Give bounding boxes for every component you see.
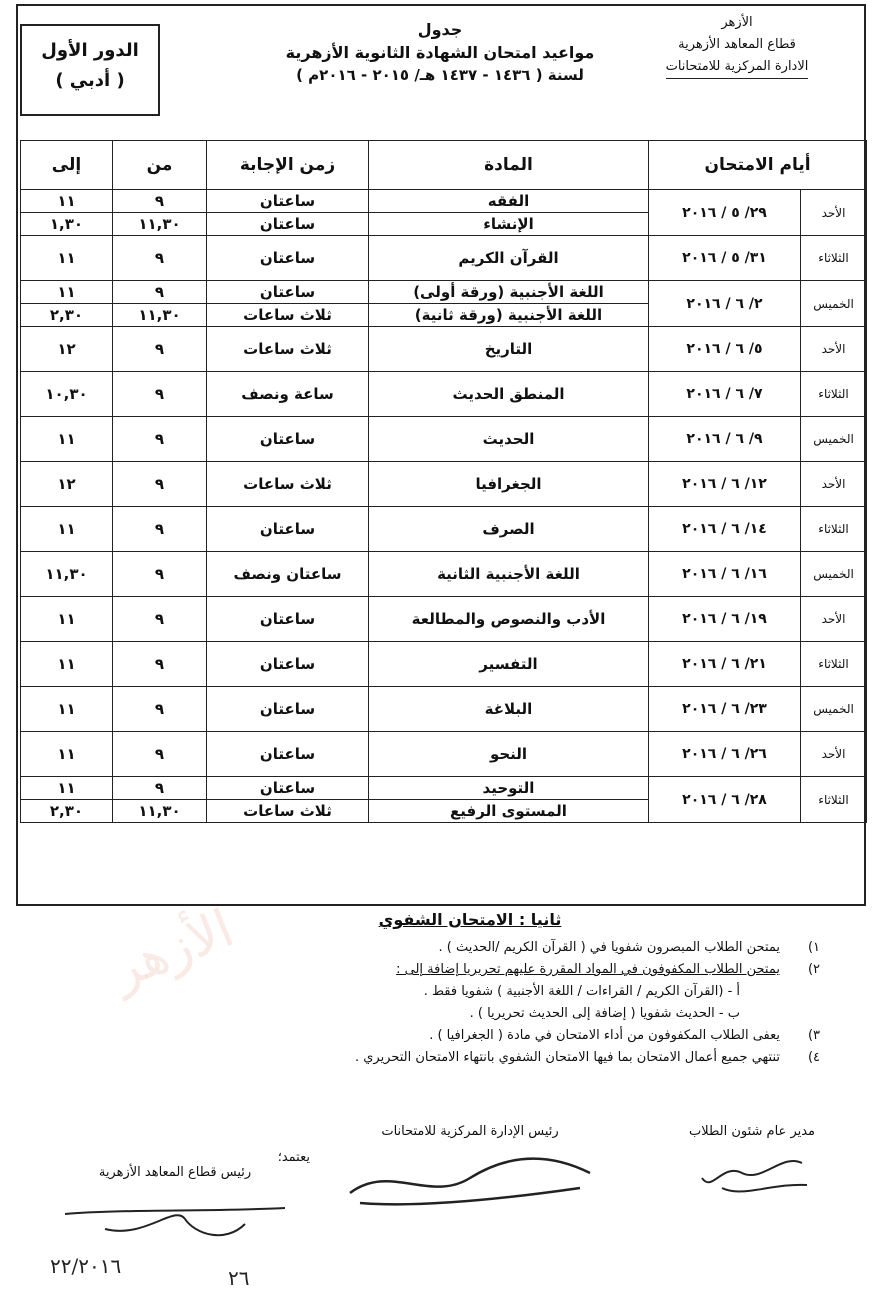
signature-central-admin: [320, 1124, 620, 1213]
day-cell: الثلاثاء: [801, 507, 867, 552]
table-row: [21, 597, 867, 642]
note-2a-text: أ - (القرآن الكريم / القراءات / اللغة الأجنبية ) شفويا فقط .: [423, 984, 740, 999]
table-row: [21, 462, 867, 507]
note-2-text: يمتحن الطلاب المكفوفون في المواد المقررة عليهم تحريريا إضافة إلى :: [396, 962, 780, 977]
date-cell: ١٤/ ٦ / ٢٠١٦: [649, 507, 801, 552]
day-cell: الخميس: [801, 552, 867, 597]
org-header: [632, 12, 842, 79]
date-cell: ١٩/ ٦ / ٢٠١٦: [649, 597, 801, 642]
from-cell: ٩: [113, 417, 207, 462]
to-cell: ١١: [21, 597, 113, 642]
signature-students-director: [662, 1124, 842, 1203]
date-cell: ٥/ ٦ / ٢٠١٦: [649, 327, 801, 372]
table-row: [21, 417, 867, 462]
to-cell: ٢,٣٠: [21, 800, 113, 823]
table-body: [21, 190, 867, 823]
subject-cell: الصرف: [369, 507, 649, 552]
duration-cell: ثلاث ساعات: [207, 800, 369, 823]
to-cell: ١١,٣٠: [21, 552, 113, 597]
org-line-3: الادارة المركزية للامتحانات: [666, 56, 809, 79]
subject-cell: القرآن الكريم: [369, 236, 649, 281]
duration-cell: ساعتان: [207, 417, 369, 462]
handwritten-signature-3: [45, 1184, 305, 1244]
round-box: [20, 24, 160, 116]
date-cell: ٢٣/ ٦ / ٢٠١٦: [649, 687, 801, 732]
header-days: أيام الامتحان: [649, 141, 867, 190]
header-subject: المادة: [369, 141, 649, 190]
duration-cell: ساعتان: [207, 597, 369, 642]
to-cell: ١١: [21, 236, 113, 281]
handwritten-signature-2: [330, 1143, 610, 1213]
day-cell: الثلاثاء: [801, 777, 867, 823]
title-line-2: مواعيد امتحان الشهادة الثانوية الأزهرية: [285, 43, 595, 62]
from-cell: ٩: [113, 462, 207, 507]
table-row: [21, 777, 867, 800]
note-2a: [120, 981, 820, 1003]
duration-cell: ساعتان: [207, 642, 369, 687]
from-cell: ١١,٣٠: [113, 304, 207, 327]
subject-cell: اللغة الأجنبية (ورقة أولى): [369, 281, 649, 304]
duration-cell: ساعتان: [207, 281, 369, 304]
handwritten-signature-1: [682, 1143, 822, 1203]
subject-cell: المنطق الحديث: [369, 372, 649, 417]
subject-cell: التوحيد: [369, 777, 649, 800]
day-cell: الثلاثاء: [801, 372, 867, 417]
date-cell: ٣١/ ٥ / ٢٠١٦: [649, 236, 801, 281]
date-cell: ٢/ ٦ / ٢٠١٦: [649, 281, 801, 327]
duration-cell: ساعتان: [207, 213, 369, 236]
subject-cell: التاريخ: [369, 327, 649, 372]
table-row: [21, 552, 867, 597]
to-cell: ١,٣٠: [21, 213, 113, 236]
approver-title: رئيس قطاع المعاهد الأزهرية: [98, 1165, 252, 1180]
duration-cell: ساعتان ونصف: [207, 552, 369, 597]
to-cell: ١١: [21, 642, 113, 687]
to-cell: ١١: [21, 281, 113, 304]
date-cell: ٢٦/ ٦ / ٢٠١٦: [649, 732, 801, 777]
from-cell: ٩: [113, 327, 207, 372]
to-cell: ١٢: [21, 327, 113, 372]
from-cell: ٩: [113, 687, 207, 732]
students-director-title: مدير عام شئون الطلاب: [688, 1124, 816, 1139]
header-duration: زمن الإجابة: [207, 141, 369, 190]
watermark: الأزهر: [103, 898, 243, 1002]
org-line-1: الأزهر: [721, 15, 753, 30]
subject-cell: الجغرافيا: [369, 462, 649, 507]
duration-cell: ثلاث ساعات: [207, 304, 369, 327]
day-cell: الأحد: [801, 190, 867, 236]
day-cell: الأحد: [801, 327, 867, 372]
track-label: ( أدبي ): [55, 70, 125, 91]
to-cell: ١١: [21, 777, 113, 800]
subject-cell: الأدب والنصوص والمطالعة: [369, 597, 649, 642]
subject-cell: اللغة الأجنبية (ورقة ثانية): [369, 304, 649, 327]
subject-cell: الإنشاء: [369, 213, 649, 236]
note-2: [120, 959, 820, 981]
duration-cell: ساعتان: [207, 236, 369, 281]
date-cell: ٩/ ٦ / ٢٠١٦: [649, 417, 801, 462]
duration-cell: ساعتان: [207, 732, 369, 777]
date-cell: ٢٨/ ٦ / ٢٠١٦: [649, 777, 801, 823]
date-cell: ٢٩/ ٥ / ٢٠١٦: [649, 190, 801, 236]
note-4-number: ٤): [807, 1050, 820, 1065]
day-cell: الأحد: [801, 462, 867, 507]
note-1-number: ١): [807, 940, 820, 955]
to-cell: ١١: [21, 417, 113, 462]
notes-title: ثانيا : الامتحان الشفوي: [378, 910, 562, 929]
header-to: إلى: [21, 141, 113, 190]
from-cell: ٩: [113, 236, 207, 281]
from-cell: ٩: [113, 372, 207, 417]
subject-cell: الفقه: [369, 190, 649, 213]
duration-cell: ساعتان: [207, 687, 369, 732]
day-cell: الثلاثاء: [801, 642, 867, 687]
day-cell: الأحد: [801, 597, 867, 642]
to-cell: ١٢: [21, 462, 113, 507]
from-cell: ١١,٣٠: [113, 213, 207, 236]
schedule-table: [20, 140, 867, 823]
duration-cell: ثلاث ساعات: [207, 462, 369, 507]
to-cell: ٢,٣٠: [21, 304, 113, 327]
day-cell: الثلاثاء: [801, 236, 867, 281]
note-2b-text: ب - الحديث شفويا ( إضافة إلى الحديث تحريريا ) .: [469, 1006, 740, 1021]
duration-cell: ساعة ونصف: [207, 372, 369, 417]
subject-cell: الحديث: [369, 417, 649, 462]
subject-cell: النحو: [369, 732, 649, 777]
handwritten-date: ٢٢/٢٠١٦: [50, 1254, 122, 1278]
duration-cell: ثلاث ساعات: [207, 327, 369, 372]
note-3: [120, 1025, 820, 1047]
note-1: [120, 937, 820, 959]
from-cell: ١١,٣٠: [113, 800, 207, 823]
from-cell: ٩: [113, 777, 207, 800]
header-from: من: [113, 141, 207, 190]
date-cell: ٧/ ٦ / ٢٠١٦: [649, 372, 801, 417]
to-cell: ١٠,٣٠: [21, 372, 113, 417]
day-cell: الخميس: [801, 417, 867, 462]
table-row: [21, 642, 867, 687]
from-cell: ٩: [113, 597, 207, 642]
subject-cell: المستوى الرفيع: [369, 800, 649, 823]
duration-cell: ساعتان: [207, 777, 369, 800]
table-row: [21, 236, 867, 281]
note-2b: [120, 1003, 820, 1025]
from-cell: ٩: [113, 281, 207, 304]
from-cell: ٩: [113, 507, 207, 552]
date-cell: ٢١/ ٦ / ٢٠١٦: [649, 642, 801, 687]
note-3-number: ٣): [807, 1028, 820, 1043]
table-row: [21, 687, 867, 732]
duration-cell: ساعتان: [207, 190, 369, 213]
to-cell: ١١: [21, 507, 113, 552]
table-row: [21, 372, 867, 417]
from-cell: ٩: [113, 190, 207, 213]
note-4: [120, 1047, 820, 1069]
to-cell: ١١: [21, 190, 113, 213]
round-label: الدور الأول: [41, 40, 139, 61]
day-cell: الخميس: [801, 687, 867, 732]
note-3-text: يعفى الطلاب المكفوفون من أداء الامتحان في مادة ( الجغرافيا ) .: [429, 1028, 780, 1043]
from-cell: ٩: [113, 642, 207, 687]
org-line-2: قطاع المعاهد الأزهرية: [678, 37, 796, 52]
subject-cell: البلاغة: [369, 687, 649, 732]
oral-exam-notes: [120, 910, 820, 1069]
note-2-number: ٢): [807, 962, 820, 977]
subject-cell: التفسير: [369, 642, 649, 687]
day-cell: الخميس: [801, 281, 867, 327]
day-cell: الأحد: [801, 732, 867, 777]
date-cell: ١٢/ ٦ / ٢٠١٦: [649, 462, 801, 507]
table-row: [21, 507, 867, 552]
subject-cell: اللغة الأجنبية الثانية: [369, 552, 649, 597]
table-header-row: [21, 141, 867, 190]
table-row: [21, 190, 867, 213]
to-cell: ١١: [21, 732, 113, 777]
note-1-text: يمتحن الطلاب المبصرون شفويا في ( القرآن الكريم /الحديث ) .: [438, 940, 780, 955]
title-line-1: جدول: [417, 20, 463, 39]
handwritten-number: ٢٦: [228, 1266, 250, 1290]
date-cell: ١٦/ ٦ / ٢٠١٦: [649, 552, 801, 597]
table-row: [21, 327, 867, 372]
approve-label: يعتمد؛: [277, 1150, 310, 1165]
note-4-text: تنتهي جميع أعمال الامتحان بما فيها الامتحان الشفوي بانتهاء الامتحان التحريري .: [354, 1050, 780, 1065]
to-cell: ١١: [21, 687, 113, 732]
title-line-3: لسنة ( ١٤٣٦ - ١٤٣٧ هـ/ ٢٠١٥ - ٢٠١٦م ): [296, 66, 584, 84]
from-cell: ٩: [113, 732, 207, 777]
central-admin-title: رئيس الإدارة المركزية للامتحانات: [381, 1124, 559, 1139]
from-cell: ٩: [113, 552, 207, 597]
table-row: [21, 281, 867, 304]
duration-cell: ساعتان: [207, 507, 369, 552]
signature-approval: [40, 1150, 310, 1244]
document-title: [230, 20, 650, 84]
table-row: [21, 732, 867, 777]
